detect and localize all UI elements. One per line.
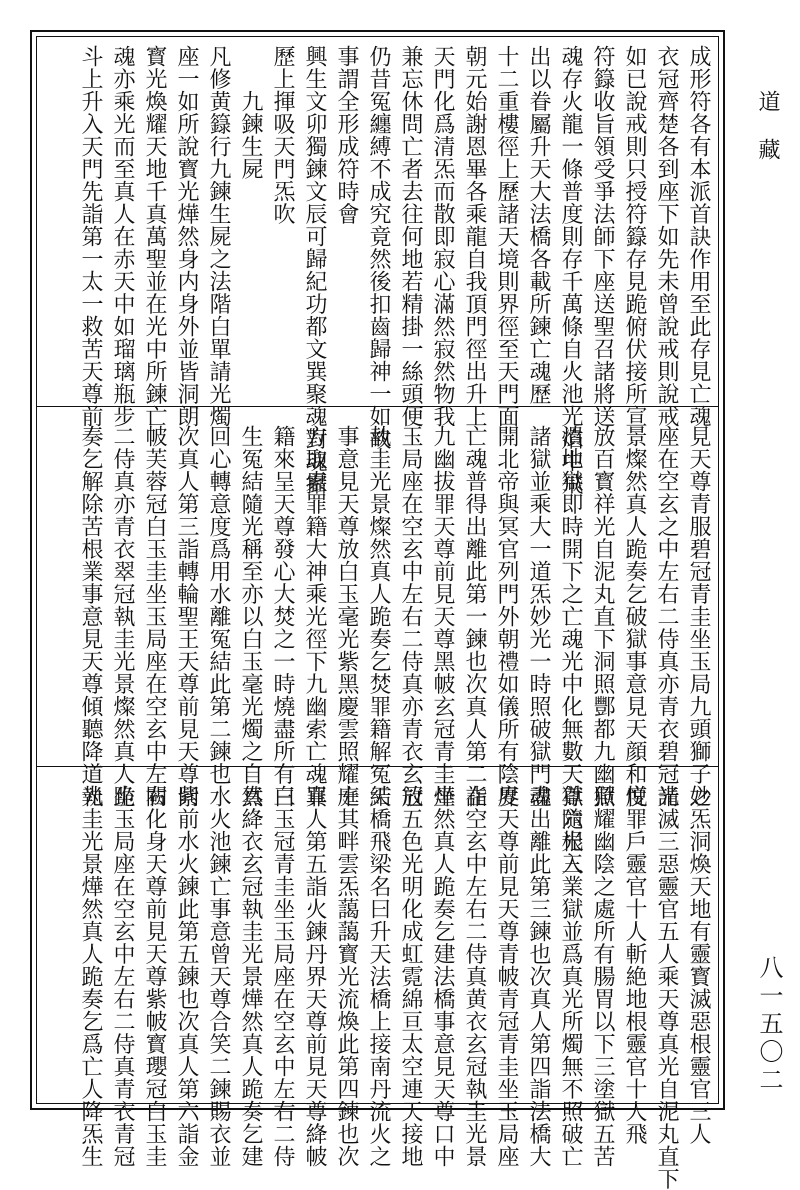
text-column: 寳光煥耀天地千真萬聖並在光中所鍊亡 (142, 45, 167, 428)
text-column: 玉局座在空玄中左右二侍真亦青衣玄冠 (398, 425, 423, 808)
text-column: 凡修黄籙行九鍊生屍之法階白單請光燭 (206, 45, 231, 428)
register-divider (37, 397, 718, 417)
text-column: 天橋飛梁名曰升天法橋上接南丹流火之 (366, 785, 391, 1168)
inner-border (36, 36, 719, 1190)
text-column: 執圭光景燁然真人跪奏乞爲亡人降炁生 (78, 785, 103, 1168)
text-column: 如已說戒則只授符籙存見跪俯伏接所宣 (622, 45, 647, 428)
text-column: 朝元始謝恩畢各乘龍自我頂門徑出升上 (462, 45, 487, 428)
text-column: 魂出離此第三鍊也次真人第四詣法橋大 (526, 785, 551, 1168)
scripture-page-frame (30, 30, 725, 1190)
text-column: 在空玄中左右二侍真黄衣玄冠執圭光景 (462, 785, 487, 1168)
text-column: 九幽拔罪天尊前見天尊黑帔玄冠青圭坐 (430, 425, 455, 808)
text-column: 見天尊青服碧冠青圭坐玉局九頭獅子之 (686, 425, 711, 808)
text-column: 興生文卯獨鍊文辰可歸紀功都文巽聚魂對魂攝 (302, 45, 327, 495)
text-column: 回心轉意度爲用水離冤結此第二鍊也 (206, 425, 231, 785)
text-column: 放五色光明化成虹霓綿亘太空連天接地 (398, 785, 423, 1168)
register-middle (37, 417, 718, 875)
text-column: 衣冠齊楚各到座下如先未曾說戒則說戒 (654, 45, 679, 428)
text-column: 生冤結隨光稱至亦以白玉毫光燭之自然 (238, 425, 263, 808)
text-column: 燁然真人跪奏乞建法橋事意見天尊口中 (430, 785, 455, 1168)
text-column: 事謂全形成符時會 (334, 45, 359, 225)
margin-title: 道藏 (755, 90, 780, 186)
text-column: 成形符各有本派首訣作用至此存見亡魂 (686, 45, 711, 428)
section-heading: 九鍊生屍 (238, 45, 263, 180)
text-column: 度罪戶靈官十人斬絶地根靈官十人飛 (622, 785, 647, 1145)
text-column: 放百寳祥光自泥丸直下洞照酆都九幽獄 (590, 425, 615, 808)
text-column: 妙炁洞煥天地有靈寳滅惡根靈官三人 (686, 785, 711, 1145)
text-column: 度天尊前見天尊青帔青冠青圭坐玉局座 (494, 785, 519, 1168)
text-column: 魂存火龍一條普度則存千萬條自火池光焰中飛 (558, 45, 583, 495)
text-column: 仍昔冤纏縛不成究竟然後扣齒歸神一如故 (366, 45, 391, 450)
text-column: 歷上揮吸天門炁吹 (270, 45, 295, 225)
text-column: 符籙收旨領受爭法師下座送聖召諸將送 (590, 45, 615, 428)
text-column: 庭其畔雲炁藹藹寳光流煥此第四鍊也次 (334, 785, 359, 1168)
register-divider (37, 757, 718, 777)
text-column: 白玉冠青圭坐玉局座在空玄中左右二侍 (270, 785, 295, 1168)
text-column: 執圭光景燦然真人跪奏乞焚罪籍解冤結 (366, 425, 391, 808)
text-column: 帔芙蓉冠白玉圭坐玉局座在空玄中左右 (142, 425, 167, 808)
text-column: 天門化爲清炁而散即寂心滿然寂然物我 (430, 45, 455, 428)
text-column: 景燦然真人跪奏乞破獄事意見天顔和悦 (622, 425, 647, 808)
text-column: 坐玉局座在空玄中左右二侍真青衣青冠 (110, 785, 135, 1168)
text-column: 籍來呈天尊發心大焚之一時燒盡所有三 (270, 425, 295, 808)
text-column: 開北帝與冥官列門外朝禮如儀所有陰界 (494, 425, 519, 808)
text-column: 奏乞解除苦根業事意見天尊傾聽降道光 (78, 425, 103, 808)
text-column: 闕化身天尊前見天尊紫帔寳瓔冠白玉圭 (142, 785, 167, 1168)
text-column: 請滅三惡靈官五人乘天尊真光自泥丸直下 (654, 785, 679, 1190)
text-column: 同前水火鍊此第五鍊也次真人第六詣金 (174, 785, 199, 1168)
text-column: 真人第五詣火鍊丹界天尊前見天尊絳帔 (302, 785, 327, 1168)
text-column: 座在空玄之中左右二侍真亦青衣碧冠光 (654, 425, 679, 808)
text-column: 二侍真亦青衣翠冠執圭光景燦然真人跪 (110, 425, 135, 808)
text-column: 事意見天尊放白玉毫光紫黑慶雲照耀十 (334, 425, 359, 808)
register-bottom (37, 777, 718, 1190)
text-column: 諸獄並乘大一道炁妙光一時照破獄門盡 (526, 425, 551, 808)
text-column: 照耀幽陰之處所有腸胃以下三塗獄五苦 (590, 785, 615, 1168)
text-column: 斗上升入天門先詣第一太一救苦天尊前 (78, 45, 103, 428)
text-column: 出以眷屬升天大法橋各載所鍊亡魂歷 (526, 45, 551, 405)
text-column: 水火池鍊亡事意曾天尊合笑二鍊賜衣並 (206, 785, 231, 1168)
text-column: 亡魂普得出離此第一鍊也次真人第二詣 (462, 425, 487, 808)
text-column: 真絳衣玄冠執圭光景燁然真人跪奏乞建 (238, 785, 263, 1168)
text-column: 兼忘休問亡者去往何地若精掛一絲頭便 (398, 45, 423, 428)
register-top (37, 37, 718, 495)
text-column: 方取索罪籍大神乘光徑下九幽索亡魂罪 (302, 425, 327, 808)
text-column: 獄六根三業獄並爲真光所燭無不照破亡 (558, 785, 583, 1168)
text-column: 次真人第三詣轉輪聖王天尊前見天尊紫 (174, 425, 199, 808)
text-column: 潰地獄即時開下之亡魂光中化無數天尊隨光入 (558, 425, 583, 875)
page-number: 八一五〇二 (755, 955, 783, 1095)
text-column: 魂亦乘光而至真人在赤天中如瑠璃瓶步 (110, 45, 135, 428)
text-column: 十二重樓徑上歷諸天境則界徑至天門面 (494, 45, 519, 428)
text-column: 座一如所說寳光燁然身内身外並皆洞朗 (174, 45, 199, 428)
